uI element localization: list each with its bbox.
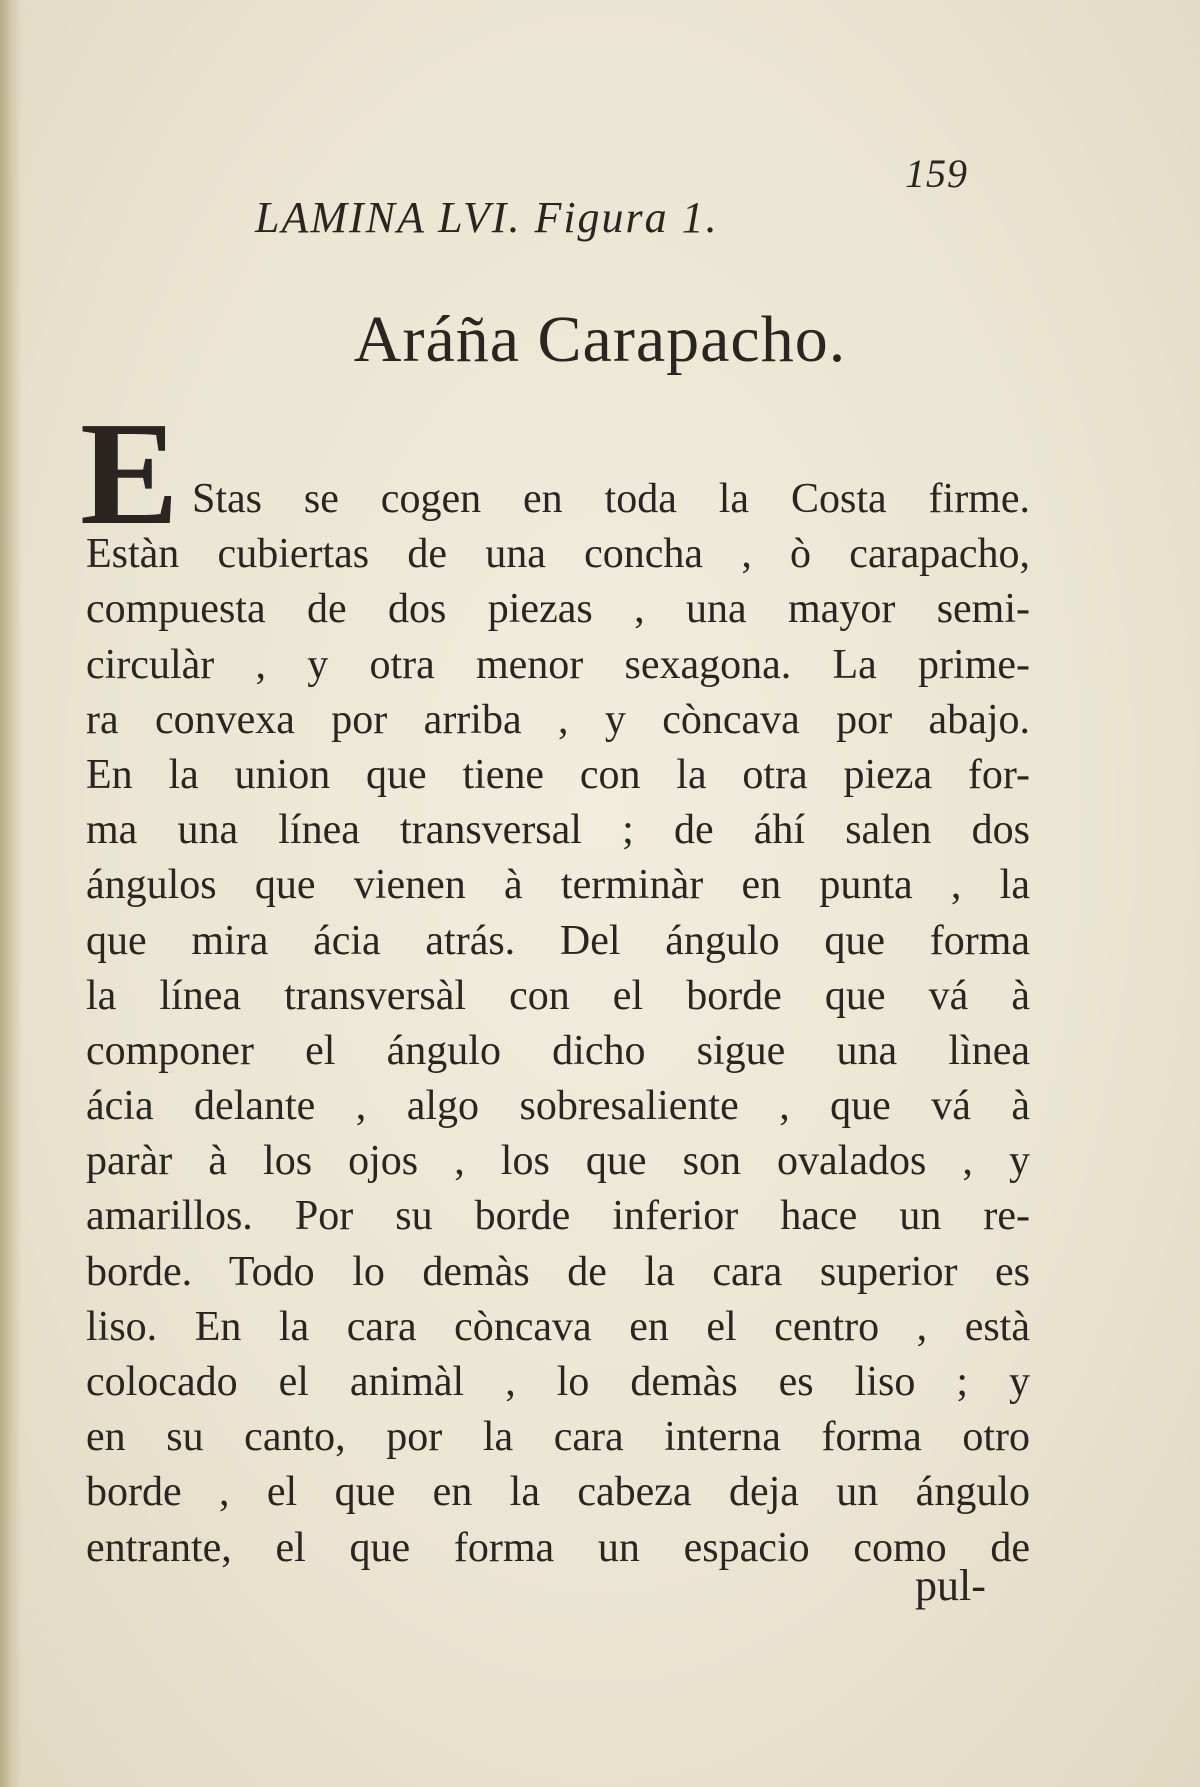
text-line: la línea transversàl con el borde que vá à (86, 972, 1030, 1019)
text-line: ángulos que vienen à terminàr en punta , la (86, 862, 1030, 909)
text-line: ácia delante , algo sobresaliente , que vá à (86, 1083, 1030, 1130)
text-line: borde. Todo lo demàs de la cara superior es (86, 1248, 1030, 1295)
plate-heading: LAMINA LVI. Figura 1. (255, 193, 719, 242)
body-text (86, 472, 1030, 1576)
page-title: Aráña Carapacho. (353, 303, 847, 376)
text-line: ma una línea transversal ; de áhí salen dos (86, 807, 1030, 854)
text-line: Estàn cubiertas de una concha , ò carapacho, (86, 531, 1030, 578)
text-line: ra convexa por arriba , y còncava por abajo. (86, 696, 1030, 743)
text-line: que mira ácia atrás. Del ángulo que forma (86, 917, 1030, 964)
text-line: amarillos. Por su borde inferior hace un re- (86, 1193, 1030, 1240)
text-line: liso. En la cara còncava en el centro , està (86, 1303, 1030, 1350)
catchword: pul- (915, 1561, 986, 1610)
text-line: en su canto, por la cara interna forma otro (86, 1414, 1030, 1461)
page-number: 159 (905, 151, 968, 196)
text-line: colocado el animàl , lo demàs es liso ; y (86, 1359, 1030, 1405)
text-line: borde , el que en la cabeza deja un ángulo (86, 1469, 1030, 1516)
drop-cap: E (80, 392, 179, 556)
page-binding-edge (0, 0, 22, 1787)
text-line: compuesta de dos piezas , una mayor semi- (86, 586, 1030, 633)
text-line: En la union que tiene con la otra pieza for- (86, 751, 1030, 798)
text-line: Stas se cogen en toda la Costa firme. (192, 476, 1030, 522)
text-line: circulàr , y otra menor sexagona. La prime- (86, 641, 1030, 688)
text-line: paràr à los ojos , los que son ovalados , y (86, 1138, 1030, 1185)
text-line: componer el ángulo dicho sigue una lìnea (86, 1027, 1030, 1074)
text-line: entrante, el que forma un espacio como de (86, 1524, 1030, 1571)
